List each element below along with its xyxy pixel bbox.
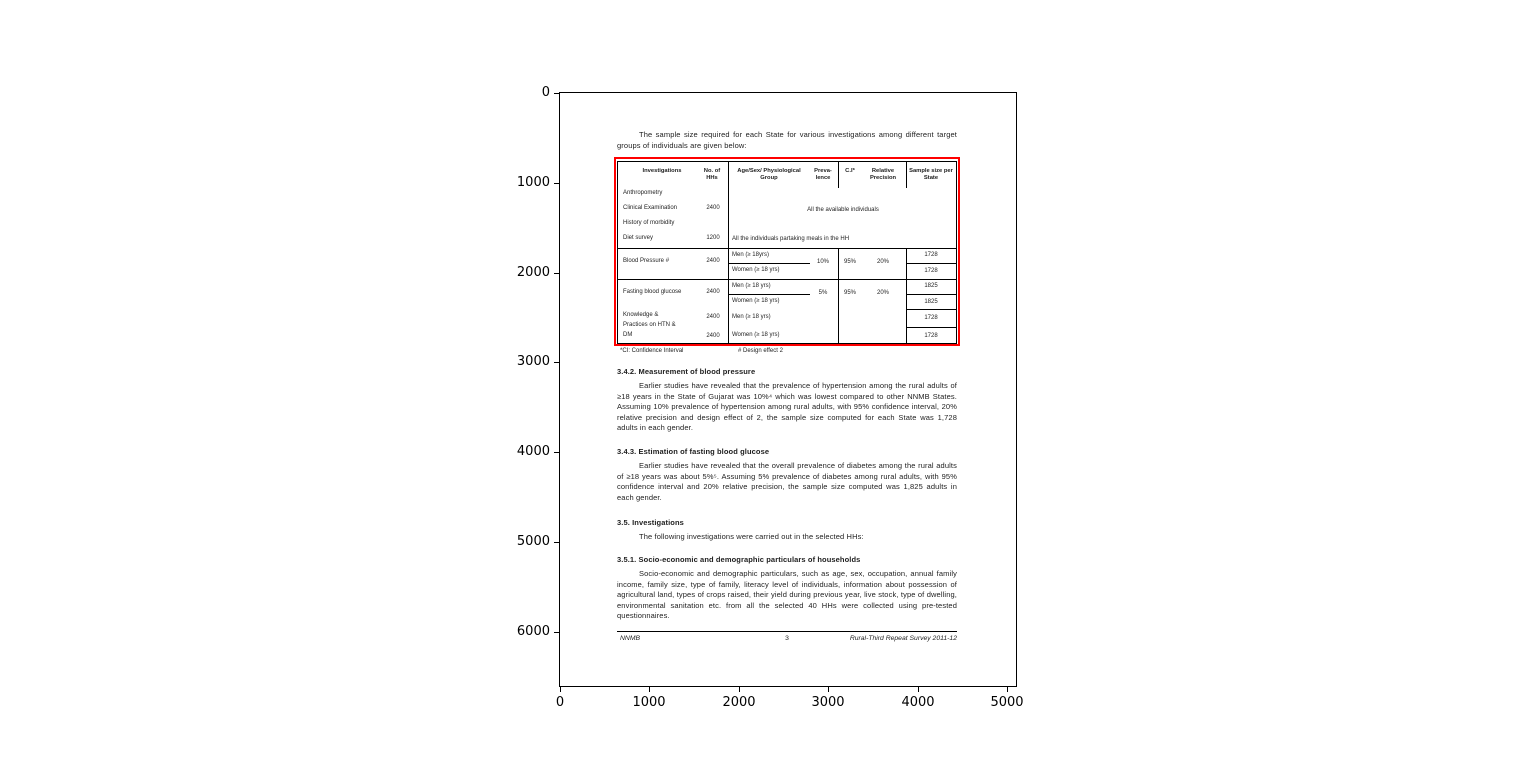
row-group-women: Women (≥ 18 yrs) xyxy=(732,298,780,304)
row-sample-size: 1825 xyxy=(924,299,938,305)
row-hhs: 2400 xyxy=(706,258,720,264)
row-ci: 95% xyxy=(843,290,856,296)
col-header-age-sex-group: Age/Sex/ Physiological Group xyxy=(737,168,801,181)
col-header-sample-size: Sample size per State xyxy=(909,168,953,181)
table-hline xyxy=(728,263,810,264)
row-group-men: Men (≥ 18yrs) xyxy=(732,252,769,258)
row-group-men: Men (≥ 18 yrs) xyxy=(732,283,771,289)
table-hline xyxy=(728,294,810,295)
row-prevalence: 5% xyxy=(818,290,828,296)
x-tick-label: 4000 xyxy=(901,695,935,710)
col-header-ci: C.I* xyxy=(845,168,855,174)
col-header-no-of-hhs: No. of HHs xyxy=(703,168,721,181)
footer-page-number: 3 xyxy=(785,635,789,642)
row-hhs: 2400 xyxy=(706,289,720,295)
row-sample-size: 1728 xyxy=(924,315,938,321)
y-tick-label: 4000 xyxy=(516,444,550,459)
table-footnote-ci: *CI: Confidence Interval xyxy=(620,348,684,354)
x-tick-label: 1000 xyxy=(632,695,666,710)
x-tick xyxy=(828,686,829,692)
plot-axes xyxy=(516,85,1024,710)
sample-size-table xyxy=(617,161,957,344)
row-sample-size: 1728 xyxy=(924,252,938,258)
section-342-body: Earlier studies have revealed that the prevalence of hypertension among the rural adults of ≥18 years in the State of Gujarat was 10%⁴ which was lowest compared to other NNMB States. Assuming 10% prevalence of hypertension among rural adults, with 95% confidence interval, 20% relative precision and design effect of 2, the sample size computed for each State was 1,728 adults in each gender. xyxy=(617,381,957,432)
section-343-heading: 3.4.3. Estimation of fasting blood glucose xyxy=(617,447,770,456)
span-all-individuals: All the available individuals xyxy=(807,207,879,213)
intro-paragraph: The sample size required for each State for various investigations among different target groups of individuals are given below: xyxy=(617,130,957,150)
section-351-body: Socio-economic and demographic particulars, such as age, sex, occupation, annual family income, family size, type of family, literacy level of individuals, information about possession of agricultural land, types of crops raised, their yield during previous year, live stock, type of dwelling, environmental sanitation etc. from all the selected 40 HHs were collected using pre-tested questionnaires. xyxy=(617,569,957,620)
col-header-investigations: Investigations xyxy=(642,168,682,174)
x-tick-label: 3000 xyxy=(811,695,845,710)
section-342-heading: 3.4.2. Measurement of blood pressure xyxy=(617,367,756,376)
x-tick xyxy=(918,686,919,692)
row-prevalence: 10% xyxy=(816,259,829,265)
span-partaking-meals: All the individuals partaking meals in the HH xyxy=(732,236,850,242)
table-vline xyxy=(906,162,907,188)
x-tick-label: 0 xyxy=(555,695,565,710)
footer-right: Rural-Third Repeat Survey 2011-12 xyxy=(849,635,957,642)
row-investigation: Blood Pressure # xyxy=(623,258,670,264)
table-footnote-design-effect: # Design effect 2 xyxy=(738,348,783,354)
row-ci: 95% xyxy=(843,259,856,265)
row-hhs: 2400 xyxy=(706,314,720,320)
row-investigation: Fasting blood glucose xyxy=(623,289,682,295)
table-hline xyxy=(906,309,956,310)
section-35-body: The following investigations were carried out in the selected HHs: xyxy=(639,532,864,541)
document-page xyxy=(560,93,1016,686)
x-tick-label: 5000 xyxy=(990,695,1024,710)
table-vline xyxy=(728,162,729,343)
footer-rule xyxy=(617,631,957,632)
table-hline xyxy=(906,294,956,295)
y-tick-label: 1000 xyxy=(516,175,550,190)
col-header-relative-precision: Relative Precision xyxy=(869,168,897,181)
y-tick-label: 6000 xyxy=(516,624,550,639)
section-351-heading: 3.5.1. Socio-economic and demographic particulars of households xyxy=(617,555,861,564)
section-35-heading: 3.5. Investigations xyxy=(617,518,684,527)
table-vline xyxy=(838,162,839,188)
x-tick xyxy=(1007,686,1008,692)
row-sample-size: 1728 xyxy=(924,268,938,274)
row-hhs: 2400 xyxy=(706,205,720,211)
row-hhs: 1200 xyxy=(706,235,720,241)
x-tick xyxy=(560,686,561,692)
y-tick-label: 5000 xyxy=(516,534,550,549)
x-tick-label: 2000 xyxy=(722,695,756,710)
table-hline xyxy=(618,279,956,280)
row-group-women: Women (≥ 18 yrs) xyxy=(732,332,780,338)
row-relative-precision: 20% xyxy=(876,290,889,296)
x-tick xyxy=(649,686,650,692)
row-investigation: Knowledge & Practices on HTN & DM xyxy=(623,312,676,338)
table-hline xyxy=(618,248,956,249)
row-investigation: History of morbidity xyxy=(623,220,675,226)
row-group-women: Women (≥ 18 yrs) xyxy=(732,267,780,273)
y-tick-label: 3000 xyxy=(516,354,550,369)
table-hline xyxy=(906,263,956,264)
row-sample-size: 1728 xyxy=(924,333,938,339)
row-sample-size: 1825 xyxy=(924,283,938,289)
x-tick xyxy=(739,686,740,692)
col-header-prevalence: Preva- lence xyxy=(814,168,832,181)
y-tick-label: 2000 xyxy=(516,265,550,280)
row-relative-precision: 20% xyxy=(876,259,889,265)
row-investigation: Clinical Examination xyxy=(623,205,678,211)
y-tick-label: 0 xyxy=(541,85,550,100)
table-hline xyxy=(906,327,956,328)
section-343-body: Earlier studies have revealed that the overall prevalence of diabetes among the rural adults of ≥18 years was about 5%⁵. Assuming 5% prevalence of diabetes among rural adults, with 95% confidence interval and 20% relative precision, the sample size computed was 1,825 adults in each gender. xyxy=(617,461,957,502)
row-investigation: Anthropometry xyxy=(623,190,663,196)
row-hhs: 2400 xyxy=(706,333,720,339)
row-investigation: Diet survey xyxy=(623,235,654,241)
row-group-men: Men (≥ 18 yrs) xyxy=(732,314,771,320)
footer-left: NNMB xyxy=(620,635,641,642)
